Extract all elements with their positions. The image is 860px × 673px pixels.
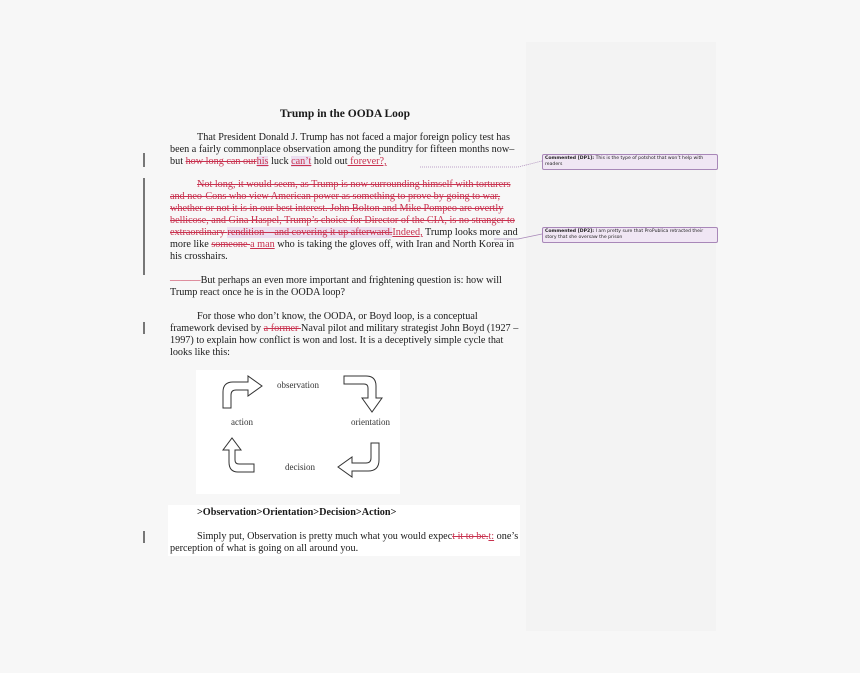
insertion: his	[256, 156, 269, 167]
text: Naval pilot and military strategist John Boyd (1927 – 1997) to explain how conflict is won and lost. It is a deceptively simple cycle that looks like this:	[170, 323, 519, 358]
insertion: t:	[488, 531, 495, 542]
document-title: Trump in the OODA Loop	[279, 108, 411, 120]
text: hold out	[311, 156, 348, 167]
leader-line-1	[420, 161, 542, 167]
insertion: can’t	[291, 156, 312, 167]
comment-text: I am pretty sure that ProPublica retracted their story that she oversaw the prison	[545, 229, 704, 240]
heading-text: >Observation>Orientation>Decision>Action>	[197, 507, 397, 518]
deletion: Not long, it would seem, as Trump is now surrounding himself with torturers and neo-Cons who view American power as something to prove by going to war, whether or not it is in our best interest. John Bolton and Mike Pompeo are overtly bellicose, and Gina Haspel, Trump’s choice for Director of the CIA, is no stranger to extraordinary	[170, 179, 515, 238]
label-action: action	[231, 417, 253, 427]
insertion: a man	[250, 239, 275, 250]
comment-balloon-2[interactable]	[542, 227, 718, 243]
deletion: t it to be.	[452, 531, 489, 542]
text: That President Donald J. Trump has not faced a major foreign policy test has been a fairly commonplace observation among the punditry for fifteen months now– but	[170, 132, 515, 167]
text: one’s perception of what is going on all around you.	[170, 531, 519, 554]
leader-line-2	[494, 234, 542, 239]
text: But perhaps an even more important and frightening question is: how will Trump react once he is in the OODA loop?	[170, 275, 502, 298]
text: luck	[268, 156, 292, 167]
deleted-tab: ———	[170, 275, 201, 286]
comment-balloon-1[interactable]	[542, 154, 718, 170]
comment-text: This is the type of potshot that won’t help with readers	[545, 156, 704, 167]
text: For those who don’t know, the OODA, or Boyd loop, is a conceptual framework devised by	[170, 311, 478, 334]
label-observation: observation	[277, 380, 319, 390]
label-orientation: orientation	[351, 417, 390, 427]
deletion: rendition – and covering it up afterward.	[227, 227, 393, 238]
comment-author: Commented [DP2]:	[545, 229, 595, 234]
insertion: forever?,	[347, 156, 387, 167]
text: who is taking the gloves off, with Iran and North Korea in his crosshairs.	[170, 239, 515, 262]
deletion: a former	[263, 323, 301, 334]
label-decision: decision	[285, 462, 315, 472]
deletion: someone	[211, 239, 251, 250]
insertion: Indeed,	[392, 227, 423, 238]
comment-author: Commented [DP1]:	[545, 156, 595, 161]
text: Trump looks more and more like	[170, 227, 518, 250]
text: Simply put, Observation is pretty much what you would expec	[197, 531, 453, 542]
deletion: how long can our	[185, 156, 257, 167]
